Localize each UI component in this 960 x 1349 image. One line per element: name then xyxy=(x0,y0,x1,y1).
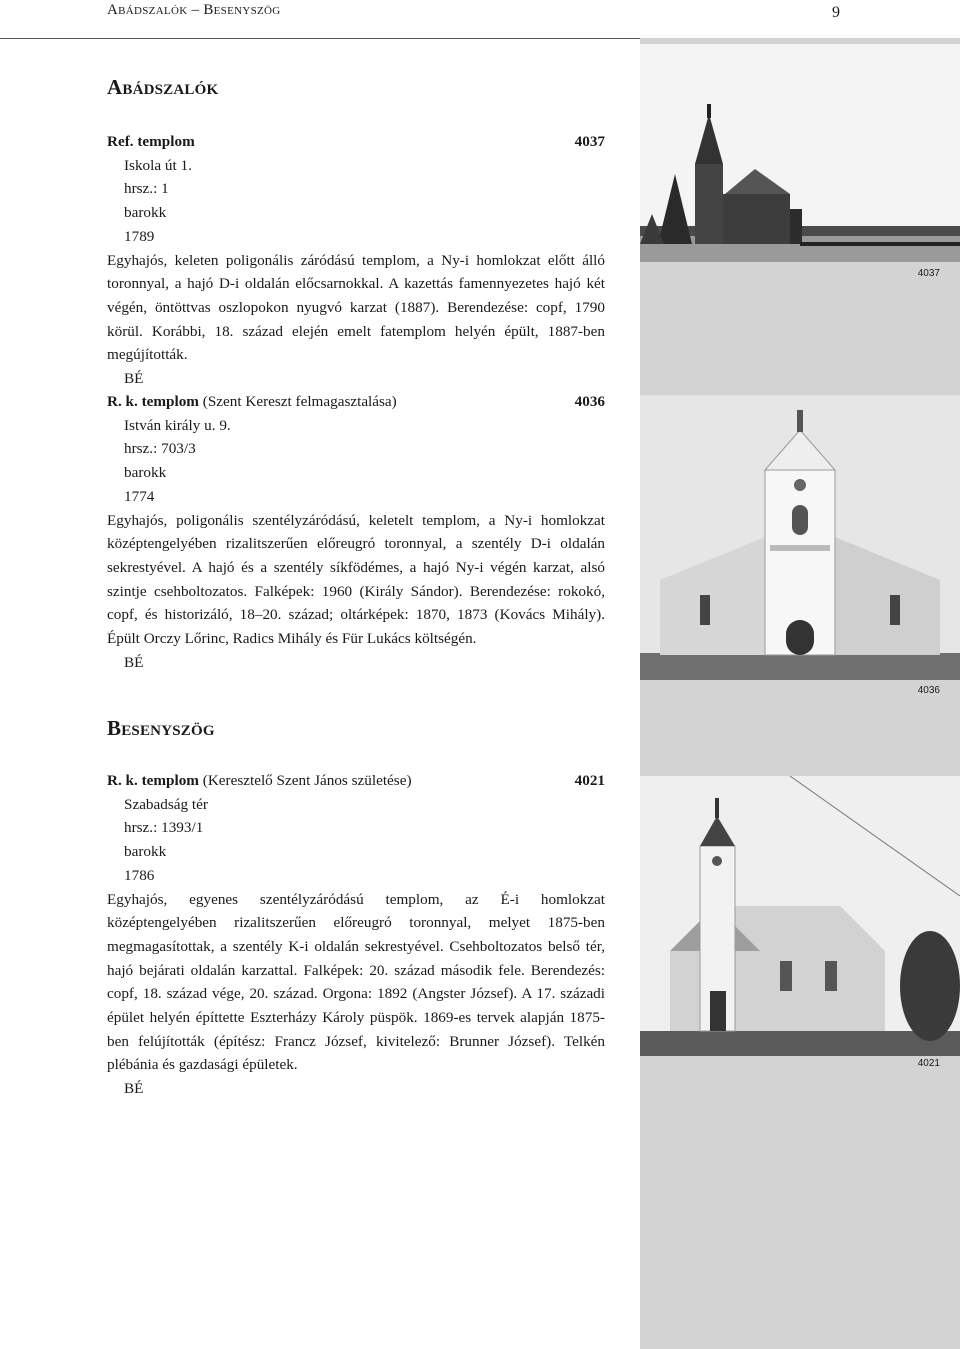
entry-year: 1774 xyxy=(124,487,155,505)
photo-caption: 4021 xyxy=(917,1058,940,1069)
entry-number: 4036 xyxy=(574,393,605,410)
entry-address: Szabadság tér xyxy=(124,795,208,813)
running-header: Abádszalók – Besenyszög xyxy=(107,2,281,18)
church-photo-icon xyxy=(640,776,960,1056)
entry-year: 1789 xyxy=(124,227,155,245)
entry-description: Egyhajós, egyenes szentélyzáródású templom, az É-i homlokzat középtengelyében rizalitszerűen előreugró toronnyal, melyet 1875-ben megmagasítottak, a szentély K-i oldalán sekrestyével. Csehboltozatos belső tér, hajó bejárati oldalán karzattal. Falképek: 20. század második fele. Berendezés: copf, 18. század vége, 20. század. Orgona: 1892 (Angster József). A 17. századi épület helyén építtette Eszterházy Károly püspök. 1869-es tervek alapján 1875-ben felújították (építész: Francz József, kivitelező: Brunner József). Telkén plébánia és gazdasági épületek. xyxy=(107,890,605,1074)
section-title-abadszalok: Abádszalók xyxy=(107,75,219,99)
photo-4021 xyxy=(640,776,960,1056)
photo-caption: 4037 xyxy=(917,268,940,279)
entry-address: Iskola út 1. xyxy=(124,156,192,174)
entry-4036 xyxy=(107,390,605,674)
entry-hrsz: hrsz.: 703/3 xyxy=(124,440,196,458)
entry-address: István király u. 9. xyxy=(124,416,231,434)
entry-hrsz: hrsz.: 1 xyxy=(124,180,169,198)
entry-style: barokk xyxy=(124,464,167,482)
entry-style: barokk xyxy=(124,843,167,861)
entry-number: 4037 xyxy=(574,133,605,150)
entry-signature: BÉ xyxy=(124,370,144,388)
entry-style: barokk xyxy=(124,204,167,222)
entry-subtitle: (Keresztelő Szent János születése) xyxy=(202,772,412,789)
entry-signature: BÉ xyxy=(124,1080,144,1098)
entry-description: Egyhajós, poligonális szentélyzáródású, keletelt templom, a Ny-i homlokzat középtengelyében rizalitszerűen előreugró toronnyal, a szentély D-i oldalán sekrestyével. A hajó és a szentély síkfödémes, a hajó Ny-i végén karzat, alsó szintje csehboltozatos. Falképek: 1960 (Király Sándor). Berendezése: rokokó, copf, és historizáló, 18–20. század; oltárképek: 1870, 1873 (Kovács Mihály). Épült Orczy Lőrinc, Radics Mihály és Für Lukács költségén. xyxy=(107,511,605,648)
entry-description: Egyhajós, keleten poligonális záródású templom, a Ny-i homlokzat előtt álló toronnyal, a hajó D-i oldalán előcsarnokkal. A kazettás famennyezetes hajó két végén, öntöttvas oszlopokon nyugvó karzat (1887). Berendezése: copf, 1790 körül. Korábbi, 18. század elején emelt fatemplom helyén épült, 1887-ben megújították. xyxy=(107,251,605,364)
church-photo-icon xyxy=(640,395,960,680)
entry-signature: BÉ xyxy=(124,653,144,671)
photo-4036 xyxy=(640,395,960,680)
entry-hrsz: hrsz.: 1393/1 xyxy=(124,819,204,837)
page-number: 9 xyxy=(832,4,840,21)
entry-4037 xyxy=(107,130,605,391)
entry-subtitle: (Szent Kereszt felmagasztalása) xyxy=(202,393,397,410)
entry-4021 xyxy=(107,769,605,1101)
entry-number: 4021 xyxy=(574,772,605,789)
entry-name: R. k. templom xyxy=(107,393,199,410)
church-photo-icon xyxy=(640,44,960,262)
photo-4037 xyxy=(640,44,960,262)
entry-name: Ref. templom xyxy=(107,133,195,150)
entry-year: 1786 xyxy=(124,866,155,884)
entry-name: R. k. templom xyxy=(107,772,199,789)
section-title-besenyszog: Besenyszög xyxy=(107,716,215,740)
photo-caption: 4036 xyxy=(917,685,940,696)
